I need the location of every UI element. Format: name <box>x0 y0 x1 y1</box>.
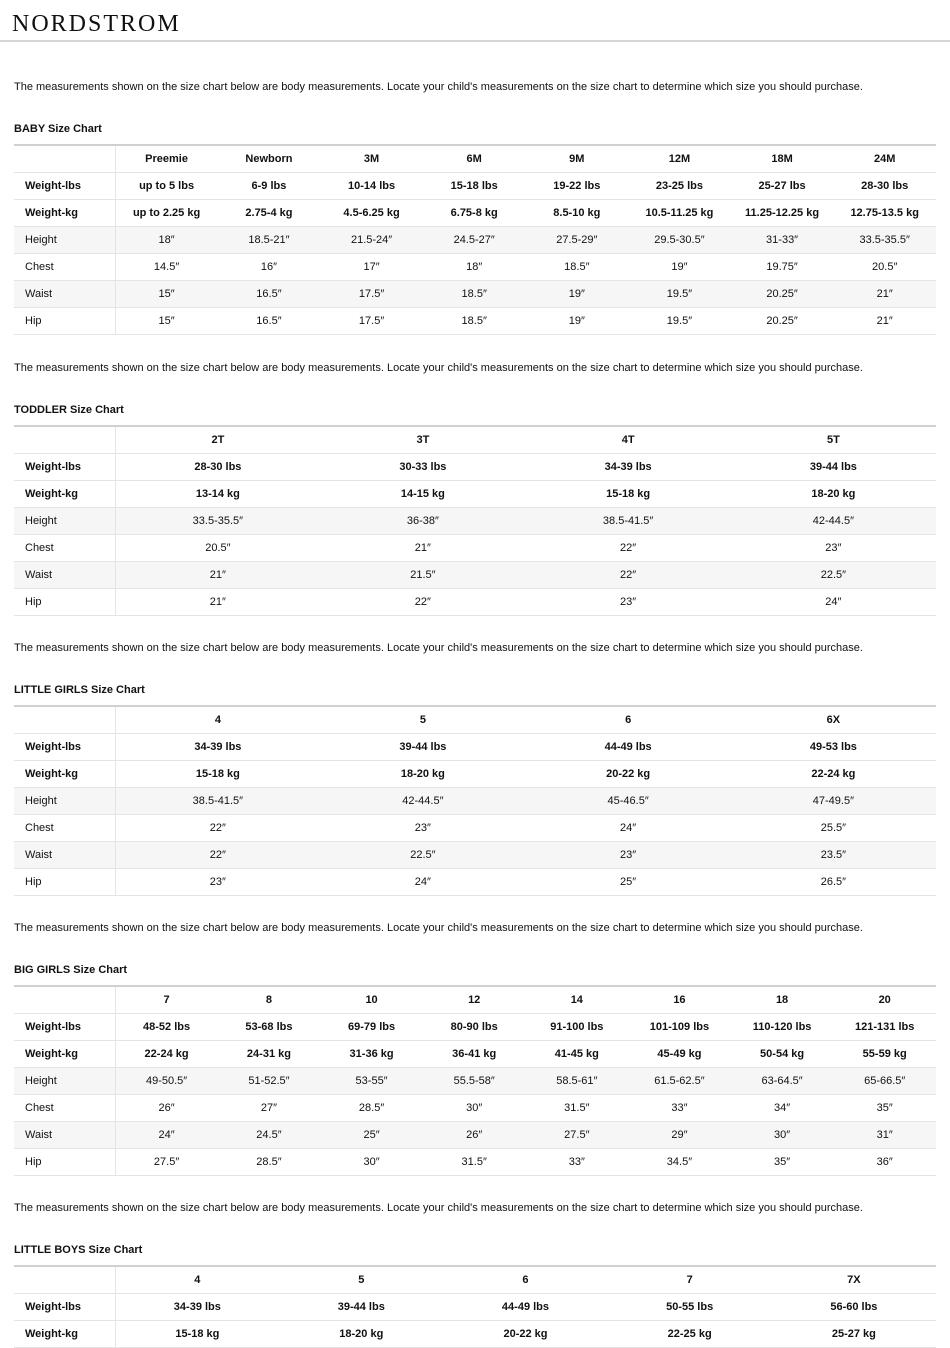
measurement-cell: 20-22 kg <box>443 1321 607 1348</box>
measurement-cell: 24.5″ <box>218 1122 321 1149</box>
size-chart-title: BIG GIRLS Size Chart <box>14 964 128 976</box>
measurement-cell: 29″ <box>628 1122 731 1149</box>
measurement-cell: 27.5″ <box>526 1122 629 1149</box>
size-header-row <box>14 1266 936 1294</box>
toddler-size-chart <box>14 361 936 608</box>
measurement-cell: 27.5″ <box>115 1149 218 1176</box>
measurement-cell: 27.5-29″ <box>526 227 629 254</box>
measurement-cell: 18.5″ <box>423 281 526 308</box>
measurement-cell: 22.5″ <box>731 562 936 589</box>
measurement-cell: 16.5″ <box>218 308 321 335</box>
measurement-cell: 30″ <box>423 1095 526 1122</box>
measurement-cell: 38.5-41.5″ <box>115 788 320 815</box>
measurement-cell: 26″ <box>423 1122 526 1149</box>
size-column-header: 3T <box>320 426 525 454</box>
measurement-cell: 28-30 lbs <box>833 173 936 200</box>
row-label: Weight-kg <box>14 1321 115 1348</box>
measurement-cell: 38.5-41.5″ <box>526 508 731 535</box>
table-row-chest <box>14 815 936 842</box>
size-chart-title: TODDLER Size Chart <box>14 404 124 416</box>
table-row-weight-kg <box>14 481 936 508</box>
measurement-cell: 17″ <box>320 254 423 281</box>
table-row-hip <box>14 1149 936 1176</box>
baby-size-chart <box>14 80 936 327</box>
measurement-cell: 45-49 kg <box>628 1041 731 1068</box>
measurement-cell: up to 5 lbs <box>115 173 218 200</box>
measurement-cell: 22″ <box>526 535 731 562</box>
measurement-cell: up to 2.25 kg <box>115 200 218 227</box>
measurement-cell: 18.5″ <box>423 308 526 335</box>
measurement-cell: 33″ <box>526 1149 629 1176</box>
measurement-cell: 58.5-61″ <box>526 1068 629 1095</box>
table-row-waist <box>14 1122 936 1149</box>
measurement-cell: 25-27 kg <box>772 1321 936 1348</box>
measurement-cell: 25″ <box>526 869 731 896</box>
measurement-cell: 23.5″ <box>731 842 936 869</box>
measurement-cell: 17.5″ <box>320 281 423 308</box>
measurement-cell: 6.75-8 kg <box>423 200 526 227</box>
size-column-header: 24M <box>833 145 936 173</box>
table-row-weight-kg <box>14 1321 936 1348</box>
table-row-chest <box>14 535 936 562</box>
measurement-cell: 31″ <box>833 1122 936 1149</box>
size-column-header: 20 <box>833 986 936 1014</box>
measurement-cell: 22″ <box>320 589 525 616</box>
measurement-cell: 22″ <box>526 562 731 589</box>
measurement-cell: 80-90 lbs <box>423 1014 526 1041</box>
size-column-header: 18M <box>731 145 834 173</box>
measurement-cell: 31-36 kg <box>320 1041 423 1068</box>
measurement-cell: 24″ <box>320 869 525 896</box>
measurement-cell: 31-33″ <box>731 227 834 254</box>
measurement-cell: 28-30 lbs <box>115 454 320 481</box>
row-label: Chest <box>14 815 115 842</box>
table-row-chest <box>14 1095 936 1122</box>
size-column-header: 2T <box>115 426 320 454</box>
measurement-cell: 21″ <box>833 281 936 308</box>
size-column-header: 3M <box>320 145 423 173</box>
size-chart-table <box>14 144 936 335</box>
measurement-cell: 10.5-11.25 kg <box>628 200 731 227</box>
measurement-cell: 15-18 kg <box>526 481 731 508</box>
size-chart-table <box>14 425 936 616</box>
measurement-cell: 53-55″ <box>320 1068 423 1095</box>
measurement-cell: 21″ <box>115 589 320 616</box>
measurement-cell: 20.25″ <box>731 281 834 308</box>
table-row-weight-kg <box>14 200 936 227</box>
little-boys-size-chart <box>14 1201 936 1340</box>
measurement-cell: 21″ <box>320 535 525 562</box>
measurement-cell: 25″ <box>320 1122 423 1149</box>
row-label: Chest <box>14 1095 115 1122</box>
table-row-chest <box>14 254 936 281</box>
header-corner-cell <box>14 145 115 173</box>
size-column-header: 6 <box>526 706 731 734</box>
table-row-weight-lbs <box>14 734 936 761</box>
measurement-cell: 19.5″ <box>628 281 731 308</box>
size-header-row <box>14 426 936 454</box>
measurement-cell: 17.5″ <box>320 308 423 335</box>
row-label: Hip <box>14 1149 115 1176</box>
table-row-hip <box>14 869 936 896</box>
header-corner-cell <box>14 426 115 454</box>
size-chart-intro: The measurements shown on the size chart below are body measurements. Locate your child's measurements on the size chart to determine which size you should purchase. <box>14 81 863 93</box>
row-label: Waist <box>14 562 115 589</box>
measurement-cell: 55.5-58″ <box>423 1068 526 1095</box>
row-label: Weight-lbs <box>14 1294 115 1321</box>
size-column-header: 9M <box>526 145 629 173</box>
measurement-cell: 25.5″ <box>731 815 936 842</box>
measurement-cell: 65-66.5″ <box>833 1068 936 1095</box>
size-column-header: 6 <box>443 1266 607 1294</box>
measurement-cell: 35″ <box>833 1095 936 1122</box>
measurement-cell: 33.5-35.5″ <box>115 508 320 535</box>
measurement-cell: 20.25″ <box>731 308 834 335</box>
measurement-cell: 91-100 lbs <box>526 1014 629 1041</box>
measurement-cell: 42-44.5″ <box>320 788 525 815</box>
row-label: Weight-kg <box>14 761 115 788</box>
measurement-cell: 34-39 lbs <box>115 1294 279 1321</box>
size-column-header: 4 <box>115 1266 279 1294</box>
measurement-cell: 19″ <box>526 281 629 308</box>
measurement-cell: 22.5″ <box>320 842 525 869</box>
measurement-cell: 18.5-21″ <box>218 227 321 254</box>
measurement-cell: 19″ <box>628 254 731 281</box>
measurement-cell: 8.5-10 kg <box>526 200 629 227</box>
table-row-height <box>14 508 936 535</box>
measurement-cell: 23″ <box>115 869 320 896</box>
measurement-cell: 121-131 lbs <box>833 1014 936 1041</box>
measurement-cell: 20-22 kg <box>526 761 731 788</box>
row-label: Weight-kg <box>14 200 115 227</box>
row-label: Waist <box>14 842 115 869</box>
size-column-header: 5 <box>320 706 525 734</box>
row-label: Weight-lbs <box>14 454 115 481</box>
measurement-cell: 14.5″ <box>115 254 218 281</box>
table-row-waist <box>14 842 936 869</box>
measurement-cell: 31.5″ <box>526 1095 629 1122</box>
measurement-cell: 4.5-6.25 kg <box>320 200 423 227</box>
table-row-height <box>14 227 936 254</box>
measurement-cell: 15-18 lbs <box>423 173 526 200</box>
measurement-cell: 45-46.5″ <box>526 788 731 815</box>
size-column-header: 7X <box>772 1266 936 1294</box>
measurement-cell: 23″ <box>526 842 731 869</box>
measurement-cell: 39-44 lbs <box>279 1294 443 1321</box>
size-chart-intro: The measurements shown on the size chart below are body measurements. Locate your child's measurements on the size chart to determine which size you should purchase. <box>14 362 863 374</box>
measurement-cell: 20.5″ <box>833 254 936 281</box>
measurement-cell: 2.75-4 kg <box>218 200 321 227</box>
row-label: Height <box>14 227 115 254</box>
measurement-cell: 19.5″ <box>628 308 731 335</box>
measurement-cell: 39-44 lbs <box>731 454 936 481</box>
row-label: Height <box>14 508 115 535</box>
measurement-cell: 23″ <box>320 815 525 842</box>
row-label: Waist <box>14 1122 115 1149</box>
measurement-cell: 39-44 lbs <box>320 734 525 761</box>
measurement-cell: 22-25 kg <box>608 1321 772 1348</box>
big-girls-size-chart <box>14 921 936 1168</box>
measurement-cell: 110-120 lbs <box>731 1014 834 1041</box>
measurement-cell: 34.5″ <box>628 1149 731 1176</box>
measurement-cell: 19-22 lbs <box>526 173 629 200</box>
measurement-cell: 41-45 kg <box>526 1041 629 1068</box>
measurement-cell: 49-50.5″ <box>115 1068 218 1095</box>
table-row-height <box>14 1068 936 1095</box>
measurement-cell: 6-9 lbs <box>218 173 321 200</box>
row-label: Weight-kg <box>14 481 115 508</box>
measurement-cell: 44-49 lbs <box>443 1294 607 1321</box>
size-header-row <box>14 706 936 734</box>
measurement-cell: 19.75″ <box>731 254 834 281</box>
size-column-header: 12 <box>423 986 526 1014</box>
size-chart-intro: The measurements shown on the size chart below are body measurements. Locate your child's measurements on the size chart to determine which size you should purchase. <box>14 1202 863 1214</box>
measurement-cell: 35″ <box>731 1149 834 1176</box>
measurement-cell: 42-44.5″ <box>731 508 936 535</box>
size-column-header: Newborn <box>218 145 321 173</box>
header-corner-cell <box>14 986 115 1014</box>
measurement-cell: 23-25 lbs <box>628 173 731 200</box>
measurement-cell: 20.5″ <box>115 535 320 562</box>
measurement-cell: 31.5″ <box>423 1149 526 1176</box>
measurement-cell: 48-52 lbs <box>115 1014 218 1041</box>
little-girls-size-chart <box>14 641 936 888</box>
measurement-cell: 28.5″ <box>218 1149 321 1176</box>
measurement-cell: 63-64.5″ <box>731 1068 834 1095</box>
measurement-cell: 51-52.5″ <box>218 1068 321 1095</box>
measurement-cell: 26″ <box>115 1095 218 1122</box>
size-column-header: 5 <box>279 1266 443 1294</box>
measurement-cell: 24.5-27″ <box>423 227 526 254</box>
measurement-cell: 21″ <box>833 308 936 335</box>
measurement-cell: 12.75-13.5 kg <box>833 200 936 227</box>
measurement-cell: 22-24 kg <box>115 1041 218 1068</box>
measurement-cell: 30″ <box>320 1149 423 1176</box>
size-header-row <box>14 145 936 173</box>
measurement-cell: 22″ <box>115 842 320 869</box>
size-column-header: 8 <box>218 986 321 1014</box>
row-label: Chest <box>14 254 115 281</box>
measurement-cell: 53-68 lbs <box>218 1014 321 1041</box>
measurement-cell: 34-39 lbs <box>526 454 731 481</box>
measurement-cell: 13-14 kg <box>115 481 320 508</box>
table-row-weight-lbs <box>14 454 936 481</box>
size-chart-table <box>14 705 936 896</box>
measurement-cell: 23″ <box>731 535 936 562</box>
size-chart-title: LITTLE GIRLS Size Chart <box>14 684 145 696</box>
measurement-cell: 26.5″ <box>731 869 936 896</box>
size-column-header: 14 <box>526 986 629 1014</box>
size-column-header: 4T <box>526 426 731 454</box>
measurement-cell: 61.5-62.5″ <box>628 1068 731 1095</box>
table-row-weight-lbs <box>14 1014 936 1041</box>
measurement-cell: 24″ <box>526 815 731 842</box>
measurement-cell: 25-27 lbs <box>731 173 834 200</box>
measurement-cell: 24-31 kg <box>218 1041 321 1068</box>
measurement-cell: 49-53 lbs <box>731 734 936 761</box>
measurement-cell: 21″ <box>115 562 320 589</box>
size-column-header: 7 <box>115 986 218 1014</box>
row-label: Weight-lbs <box>14 173 115 200</box>
measurement-cell: 29.5-30.5″ <box>628 227 731 254</box>
size-column-header: Preemie <box>115 145 218 173</box>
measurement-cell: 10-14 lbs <box>320 173 423 200</box>
measurement-cell: 14-15 kg <box>320 481 525 508</box>
measurement-cell: 24″ <box>115 1122 218 1149</box>
table-row-weight-lbs <box>14 1294 936 1321</box>
header-corner-cell <box>14 1266 115 1294</box>
measurement-cell: 18″ <box>115 227 218 254</box>
table-row-hip <box>14 308 936 335</box>
measurement-cell: 36-41 kg <box>423 1041 526 1068</box>
measurement-cell: 18-20 kg <box>279 1321 443 1348</box>
table-row-height <box>14 788 936 815</box>
measurement-cell: 36″ <box>833 1149 936 1176</box>
table-row-weight-kg <box>14 1041 936 1068</box>
measurement-cell: 18.5″ <box>526 254 629 281</box>
measurement-cell: 27″ <box>218 1095 321 1122</box>
size-column-header: 5T <box>731 426 936 454</box>
table-row-weight-lbs <box>14 173 936 200</box>
row-label: Hip <box>14 308 115 335</box>
size-chart-intro: The measurements shown on the size chart below are body measurements. Locate your child's measurements on the size chart to determine which size you should purchase. <box>14 642 863 654</box>
measurement-cell: 34″ <box>731 1095 834 1122</box>
measurement-cell: 18-20 kg <box>320 761 525 788</box>
measurement-cell: 18″ <box>423 254 526 281</box>
measurement-cell: 16.5″ <box>218 281 321 308</box>
measurement-cell: 33″ <box>628 1095 731 1122</box>
measurement-cell: 36-38″ <box>320 508 525 535</box>
site-header <box>0 0 950 42</box>
table-row-waist <box>14 281 936 308</box>
measurement-cell: 11.25-12.25 kg <box>731 200 834 227</box>
table-row-weight-kg <box>14 761 936 788</box>
measurement-cell: 28.5″ <box>320 1095 423 1122</box>
measurement-cell: 50-54 kg <box>731 1041 834 1068</box>
size-chart-title: LITTLE BOYS Size Chart <box>14 1244 143 1256</box>
measurement-cell: 21.5″ <box>320 562 525 589</box>
table-row-waist <box>14 562 936 589</box>
measurement-cell: 15″ <box>115 308 218 335</box>
measurement-cell: 21.5-24″ <box>320 227 423 254</box>
size-chart-intro: The measurements shown on the size chart below are body measurements. Locate your child's measurements on the size chart to determine which size you should purchase. <box>14 922 863 934</box>
measurement-cell: 18-20 kg <box>731 481 936 508</box>
nordstrom-logo[interactable]: NORDSTROM <box>12 11 181 37</box>
measurement-cell: 24″ <box>731 589 936 616</box>
measurement-cell: 34-39 lbs <box>115 734 320 761</box>
size-header-row <box>14 986 936 1014</box>
size-column-header: 7 <box>608 1266 772 1294</box>
size-column-header: 6X <box>731 706 936 734</box>
measurement-cell: 15-18 kg <box>115 761 320 788</box>
measurement-cell: 33.5-35.5″ <box>833 227 936 254</box>
row-label: Hip <box>14 869 115 896</box>
row-label: Height <box>14 1068 115 1095</box>
size-chart-table <box>14 985 936 1176</box>
measurement-cell: 47-49.5″ <box>731 788 936 815</box>
size-chart-title: BABY Size Chart <box>14 123 102 135</box>
row-label: Height <box>14 788 115 815</box>
measurement-cell: 50-55 lbs <box>608 1294 772 1321</box>
measurement-cell: 69-79 lbs <box>320 1014 423 1041</box>
row-label: Waist <box>14 281 115 308</box>
measurement-cell: 30″ <box>731 1122 834 1149</box>
measurement-cell: 23″ <box>526 589 731 616</box>
row-label: Weight-lbs <box>14 1014 115 1041</box>
measurement-cell: 19″ <box>526 308 629 335</box>
size-column-header: 4 <box>115 706 320 734</box>
measurement-cell: 55-59 kg <box>833 1041 936 1068</box>
row-label: Weight-kg <box>14 1041 115 1068</box>
size-chart-table <box>14 1265 936 1348</box>
size-column-header: 18 <box>731 986 834 1014</box>
size-column-header: 16 <box>628 986 731 1014</box>
measurement-cell: 16″ <box>218 254 321 281</box>
header-corner-cell <box>14 706 115 734</box>
size-column-header: 12M <box>628 145 731 173</box>
size-column-header: 10 <box>320 986 423 1014</box>
row-label: Hip <box>14 589 115 616</box>
size-column-header: 6M <box>423 145 526 173</box>
measurement-cell: 22-24 kg <box>731 761 936 788</box>
row-label: Weight-lbs <box>14 734 115 761</box>
measurement-cell: 30-33 lbs <box>320 454 525 481</box>
measurement-cell: 101-109 lbs <box>628 1014 731 1041</box>
row-label: Chest <box>14 535 115 562</box>
measurement-cell: 15″ <box>115 281 218 308</box>
measurement-cell: 22″ <box>115 815 320 842</box>
table-row-hip <box>14 589 936 616</box>
measurement-cell: 15-18 kg <box>115 1321 279 1348</box>
measurement-cell: 56-60 lbs <box>772 1294 936 1321</box>
measurement-cell: 44-49 lbs <box>526 734 731 761</box>
